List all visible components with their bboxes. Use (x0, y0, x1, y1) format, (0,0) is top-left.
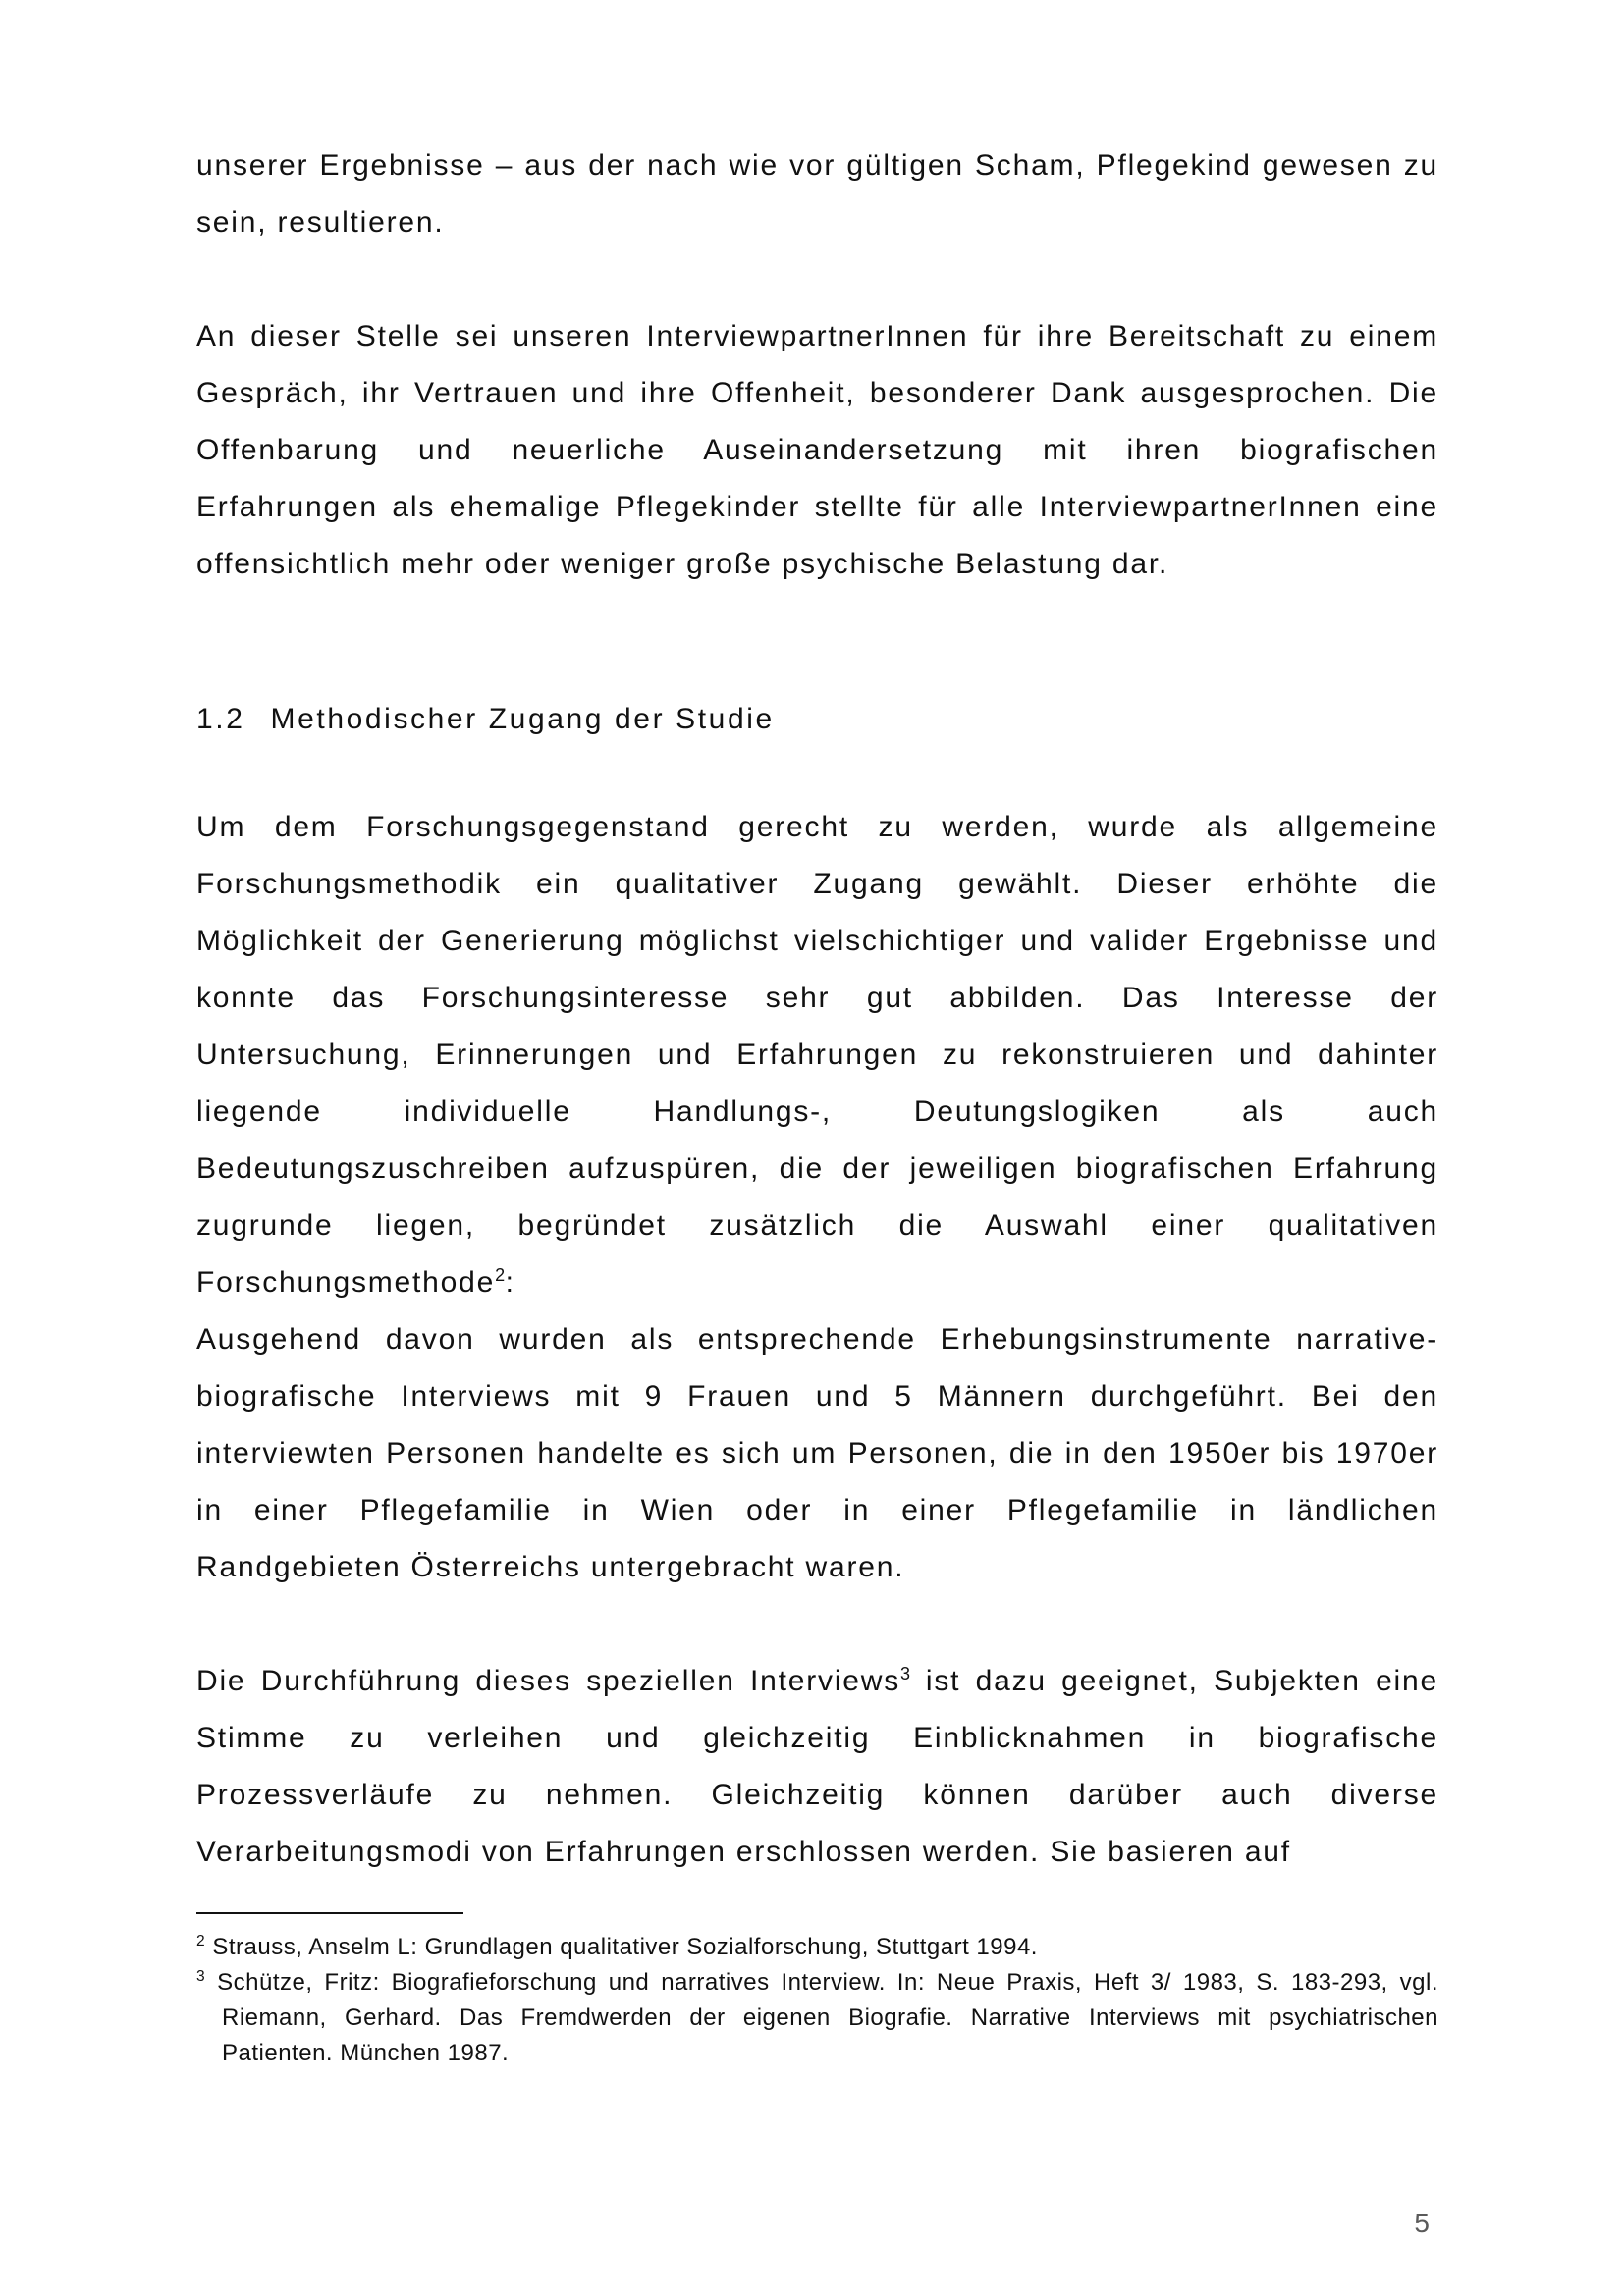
footnote-3 (196, 1965, 1438, 2071)
paragraph-narrative-interview (196, 1653, 1438, 1881)
paragraph-method (196, 799, 1438, 1311)
footnote-2-text: Strauss, Anselm L: Grundlagen qualitativer Sozialforschung, Stuttgart 1994. (205, 1934, 1038, 1960)
paragraph-text: Die Durchführung dieses speziellen Interviews (196, 1665, 901, 1697)
footnote-3-marker: 3 (196, 1968, 206, 1985)
paragraph-text: Um dem Forschungsgegenstand gerecht zu werden, wurde als allgemeine Forschungsmethodik ein qualitativer Zugang gewählt. Dieser erhöhte die Möglichkeit der Generierung möglichst vielschichtiger und valider Ergebnisse und konnte das Forschungsinteresse sehr gut abbilden. Das Interesse der Untersuchung, Erinnerungen und Erfahrungen zu rekonstruieren und dahinter liegende individuelle Handlungs-, Deutungslogiken als auch Bedeutungszuschreiben aufzuspüren, die der jeweiligen biografischen Erfahrung zugrunde liegen, begründet zusätzlich die Auswahl einer qualitativen Forschungsmethode (196, 811, 1438, 1299)
footnote-3-text: Schütze, Fritz: Biografieforschung und narratives Interview. In: Neue Praxis, Heft 3/ 1983, S. 183-293, vgl. Riemann, Gerhard. Das Fremdwerden der eigenen Biografie. Narrative Interviews mit psychiatrischen Patienten. München 1987. (205, 1969, 1438, 2066)
section-heading (196, 691, 1438, 748)
section-title: Methodischer Zugang der Studie (270, 703, 775, 735)
paragraph-acknowledgement: An dieser Stelle sei unseren InterviewpartnerInnen für ihre Bereitschaft zu einem Gespräch, ihr Vertrauen und ihre Offenheit, besonderer Dank ausgesprochen. Die Offenbarung und neuerliche Auseinandersetzung mit ihren biografischen Erfahrungen als ehemalige Pflegekinder stellte für alle InterviewpartnerInnen eine offensichtlich mehr oder weniger große psychische Belastung dar. (196, 320, 1438, 580)
page-number: 5 (1414, 2208, 1431, 2238)
footnote-ref-3: 3 (900, 1664, 911, 1683)
footnote-separator (196, 1912, 463, 1914)
footnote-2-marker: 2 (196, 1933, 206, 1949)
footnote-ref-2: 2 (495, 1265, 506, 1285)
footnote-2 (196, 1930, 1438, 1965)
paragraph-text: : (505, 1266, 515, 1299)
section-number: 1.2 (196, 703, 245, 735)
paragraph-text: ist dazu geeignet, Subjekten eine Stimme zu verleihen und gleichzeitig Einblicknahmen in biografische Prozessverläufe zu nehmen. Gleichzeitig können darüber auch diverse Verarbeitungsmodi von Erfahrungen erschlossen werden. Sie basieren auf (196, 1665, 1438, 1868)
paragraph-interviews: Ausgehend davon wurden als entsprechende Erhebungsinstrumente narrative-biografische Interviews mit 9 Frauen und 5 Männern durchgeführt. Bei den interviewten Personen handelte es sich um Personen, die in den 1950er bis 1970er in einer Pflegefamilie in Wien oder in einer Pflegefamilie in ländlichen Randgebieten Österreichs untergebracht waren. (196, 1323, 1438, 1583)
paragraph-continuation: unserer Ergebnisse – aus der nach wie vor gültigen Scham, Pflegekind gewesen zu sein, resultieren. (196, 149, 1438, 239)
